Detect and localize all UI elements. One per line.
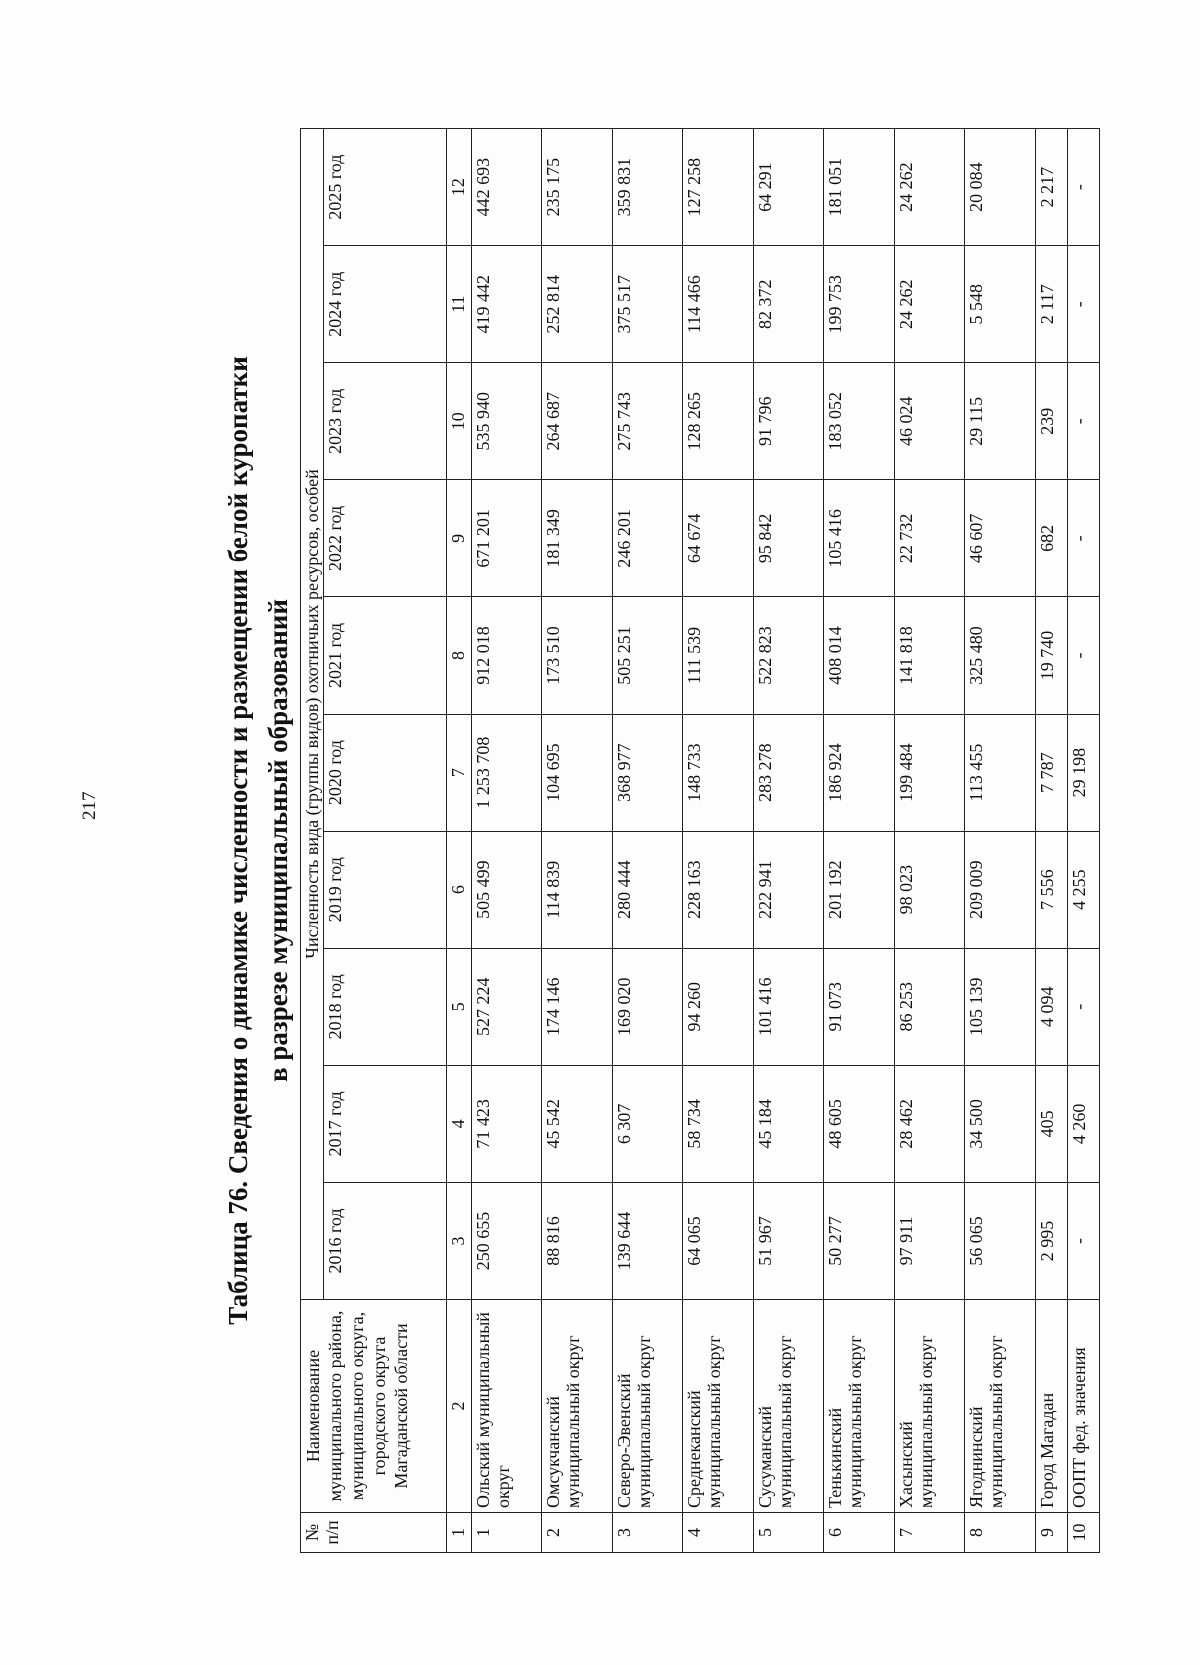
title-line-1: Таблица 76. Сведения о динамике численности и размещении белой куропатки <box>223 356 253 1325</box>
row-name: Город Магадан <box>1035 1300 1067 1513</box>
header-no: № п/п <box>301 1513 447 1553</box>
row-value: 2 117 <box>1035 246 1067 363</box>
row-value: 181 051 <box>824 129 894 246</box>
row-value: 24 262 <box>894 129 964 246</box>
row-value: 128 265 <box>683 363 753 480</box>
row-value: 199 484 <box>894 714 964 831</box>
table-title <box>218 128 298 1553</box>
row-name: Хасынский муниципальный округ <box>894 1300 964 1513</box>
header-year: 2020 год <box>324 714 447 831</box>
header-group: Численность вида (группы видов) охотничьих ресурсов, особей <box>301 129 324 1300</box>
row-value: 94 260 <box>683 948 753 1065</box>
row-name: Сусуманский муниципальный округ <box>753 1300 823 1513</box>
row-value: 20 084 <box>965 129 1035 246</box>
row-value: 228 163 <box>683 831 753 948</box>
header-year: 2017 год <box>324 1065 447 1182</box>
row-value: 535 940 <box>472 363 542 480</box>
header-year: 2016 год <box>324 1182 447 1299</box>
row-value: 95 842 <box>753 480 823 597</box>
row-value: 527 224 <box>472 948 542 1065</box>
row-name: ООПТ фед. значения <box>1067 1300 1099 1513</box>
population-table <box>300 128 1100 1553</box>
row-value: 97 911 <box>894 1182 964 1299</box>
column-index: 2 <box>447 1300 472 1513</box>
row-value: 181 349 <box>542 480 612 597</box>
column-index: 9 <box>447 480 472 597</box>
row-value: 51 967 <box>753 1182 823 1299</box>
row-value: 45 184 <box>753 1065 823 1182</box>
header-year: 2018 год <box>324 948 447 1065</box>
row-value: 48 605 <box>824 1065 894 1182</box>
row-value: 275 743 <box>612 363 682 480</box>
header-year: 2024 год <box>324 246 447 363</box>
row-value: 209 009 <box>965 831 1035 948</box>
row-value: 4 255 <box>1067 831 1099 948</box>
row-number: 5 <box>753 1513 823 1553</box>
row-value: 64 291 <box>753 129 823 246</box>
row-value: 45 542 <box>542 1065 612 1182</box>
column-index-row <box>447 129 472 1553</box>
row-value: 6 307 <box>612 1065 682 1182</box>
header-year: 2025 год <box>324 129 447 246</box>
row-number: 1 <box>472 1513 542 1553</box>
rotated-page-content <box>218 128 1178 1553</box>
row-value: 325 480 <box>965 597 1035 714</box>
table-row <box>1067 129 1099 1553</box>
row-value: 419 442 <box>472 246 542 363</box>
row-value: 7 556 <box>1035 831 1067 948</box>
row-value: 104 695 <box>542 714 612 831</box>
row-value: 4 260 <box>1067 1065 1099 1182</box>
column-index: 12 <box>447 129 472 246</box>
row-value: 4 094 <box>1035 948 1067 1065</box>
column-index: 8 <box>447 597 472 714</box>
row-value: 82 372 <box>753 246 823 363</box>
header-row-group <box>301 129 324 1553</box>
table-row <box>753 129 823 1553</box>
row-value: 22 732 <box>894 480 964 597</box>
row-value: - <box>1067 1182 1099 1299</box>
row-number: 9 <box>1035 1513 1067 1553</box>
row-name: Омсукчанский муниципальный округ <box>542 1300 612 1513</box>
row-value: 912 018 <box>472 597 542 714</box>
row-value: 375 517 <box>612 246 682 363</box>
row-value: 34 500 <box>965 1065 1035 1182</box>
row-value: 105 139 <box>965 948 1035 1065</box>
row-value: 173 510 <box>542 597 612 714</box>
row-value: 7 787 <box>1035 714 1067 831</box>
row-value: 682 <box>1035 480 1067 597</box>
row-value: 246 201 <box>612 480 682 597</box>
row-value: 5 548 <box>965 246 1035 363</box>
table-row <box>824 129 894 1553</box>
row-value: 169 020 <box>612 948 682 1065</box>
row-value: 505 251 <box>612 597 682 714</box>
row-number: 8 <box>965 1513 1035 1553</box>
column-index: 3 <box>447 1182 472 1299</box>
row-value: 29 198 <box>1067 714 1099 831</box>
row-value: 101 416 <box>753 948 823 1065</box>
row-value: 29 115 <box>965 363 1035 480</box>
column-index: 1 <box>447 1513 472 1553</box>
row-value: 50 277 <box>824 1182 894 1299</box>
row-value: 183 052 <box>824 363 894 480</box>
row-value: 283 278 <box>753 714 823 831</box>
row-value: - <box>1067 597 1099 714</box>
row-value: 239 <box>1035 363 1067 480</box>
header-year: 2021 год <box>324 597 447 714</box>
row-value: 368 977 <box>612 714 682 831</box>
row-value: 264 687 <box>542 363 612 480</box>
row-number: 6 <box>824 1513 894 1553</box>
column-index: 5 <box>447 948 472 1065</box>
table-row <box>542 129 612 1553</box>
row-value: 56 065 <box>965 1182 1035 1299</box>
row-value: 199 753 <box>824 246 894 363</box>
row-value: 359 831 <box>612 129 682 246</box>
header-year: 2019 год <box>324 831 447 948</box>
row-value: 64 674 <box>683 480 753 597</box>
row-value: 186 924 <box>824 714 894 831</box>
row-value: 408 014 <box>824 597 894 714</box>
table-row <box>965 129 1035 1553</box>
row-value: 250 655 <box>472 1182 542 1299</box>
row-value: 98 023 <box>894 831 964 948</box>
row-value: 24 262 <box>894 246 964 363</box>
row-number: 3 <box>612 1513 682 1553</box>
row-value: - <box>1067 480 1099 597</box>
row-value: - <box>1067 246 1099 363</box>
page-number: 217 <box>79 791 100 820</box>
row-number: 2 <box>542 1513 612 1553</box>
row-value: 127 258 <box>683 129 753 246</box>
row-value: - <box>1067 948 1099 1065</box>
row-value: 405 <box>1035 1065 1067 1182</box>
row-name: Ягоднинский муниципальный округ <box>965 1300 1035 1513</box>
row-value: 505 499 <box>472 831 542 948</box>
row-value: 442 693 <box>472 129 542 246</box>
row-value: 64 065 <box>683 1182 753 1299</box>
row-value: 114 466 <box>683 246 753 363</box>
row-value: 174 146 <box>542 948 612 1065</box>
row-value: 280 444 <box>612 831 682 948</box>
row-value: 46 607 <box>965 480 1035 597</box>
row-value: 19 740 <box>1035 597 1067 714</box>
row-value: 46 024 <box>894 363 964 480</box>
column-index: 11 <box>447 246 472 363</box>
table-row <box>472 129 542 1553</box>
row-number: 10 <box>1067 1513 1099 1553</box>
row-name: Среднеканский муниципальный округ <box>683 1300 753 1513</box>
row-value: 222 941 <box>753 831 823 948</box>
row-value: 148 733 <box>683 714 753 831</box>
table-row <box>683 129 753 1553</box>
row-value: 235 175 <box>542 129 612 246</box>
row-value: 71 423 <box>472 1065 542 1182</box>
row-value: 2 995 <box>1035 1182 1067 1299</box>
row-value: 113 455 <box>965 714 1035 831</box>
title-line-2: в разрезе муниципальный образований <box>263 599 293 1082</box>
table-row <box>612 129 682 1553</box>
row-number: 7 <box>894 1513 964 1553</box>
table-row <box>894 129 964 1553</box>
column-index: 6 <box>447 831 472 948</box>
row-value: 671 201 <box>472 480 542 597</box>
column-index: 10 <box>447 363 472 480</box>
row-value: 141 818 <box>894 597 964 714</box>
table-row <box>1035 129 1067 1553</box>
row-value: 28 462 <box>894 1065 964 1182</box>
column-index: 4 <box>447 1065 472 1182</box>
row-value: 111 539 <box>683 597 753 714</box>
row-value: 91 073 <box>824 948 894 1065</box>
row-value: - <box>1067 129 1099 246</box>
header-name: Наименование муниципального района, муниципального округа, городского округа Магаданской области <box>301 1300 447 1513</box>
header-year: 2023 год <box>324 363 447 480</box>
row-value: 201 192 <box>824 831 894 948</box>
row-value: 86 253 <box>894 948 964 1065</box>
row-name: Северо-Эвенский муниципальный округ <box>612 1300 682 1513</box>
row-value: 1 253 708 <box>472 714 542 831</box>
row-value: 91 796 <box>753 363 823 480</box>
column-index: 7 <box>447 714 472 831</box>
row-value: 522 823 <box>753 597 823 714</box>
row-value: 114 839 <box>542 831 612 948</box>
row-name: Ольский муниципальный округ <box>472 1300 542 1513</box>
row-value: 252 814 <box>542 246 612 363</box>
row-name: Тенькинский муниципальный округ <box>824 1300 894 1513</box>
row-value: 88 816 <box>542 1182 612 1299</box>
row-value: 2 217 <box>1035 129 1067 246</box>
row-value: 139 644 <box>612 1182 682 1299</box>
table-body <box>472 129 1100 1553</box>
row-value: 105 416 <box>824 480 894 597</box>
header-year: 2022 год <box>324 480 447 597</box>
row-number: 4 <box>683 1513 753 1553</box>
row-value: 58 734 <box>683 1065 753 1182</box>
row-value: - <box>1067 363 1099 480</box>
